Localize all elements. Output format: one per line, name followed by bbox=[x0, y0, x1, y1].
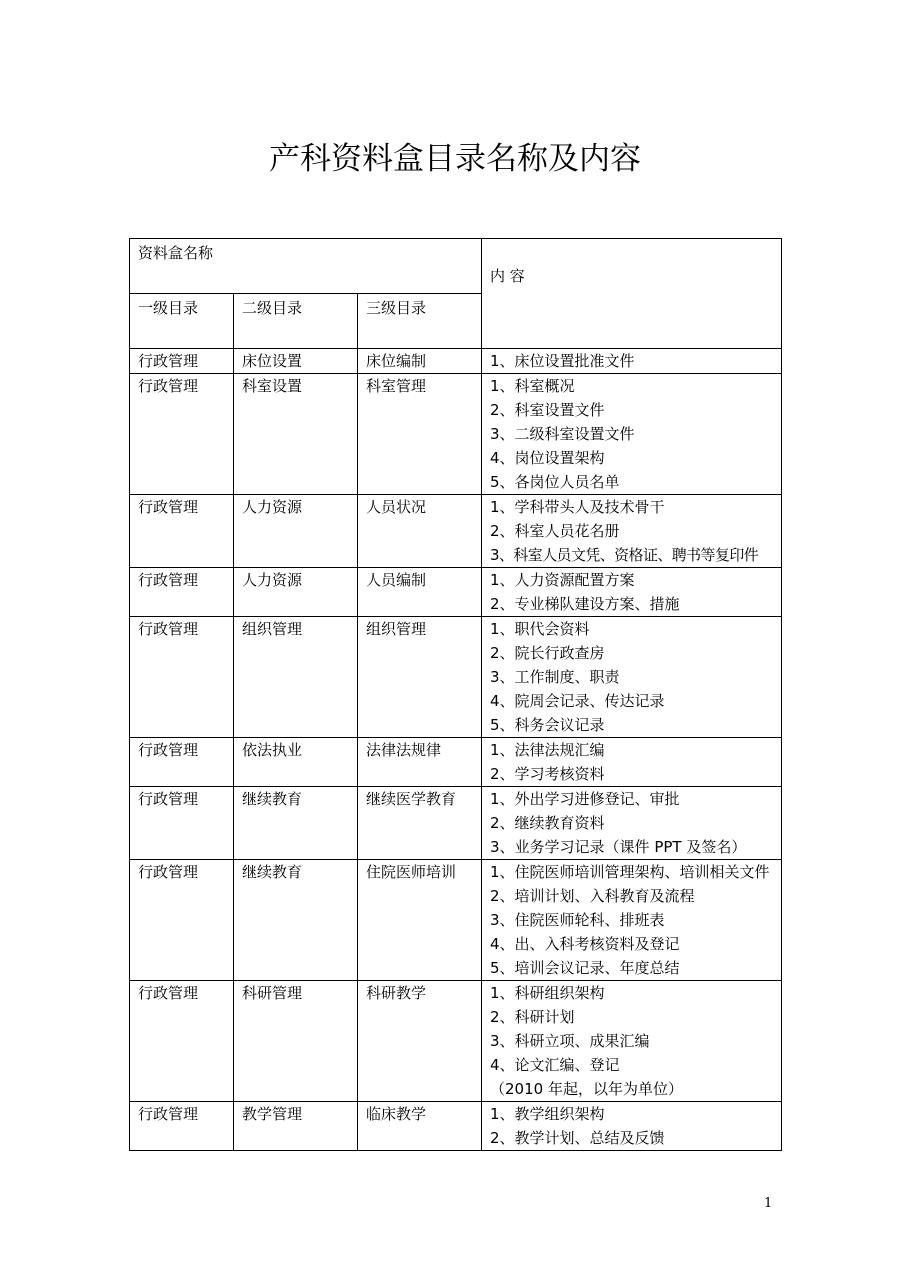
level3-cell: 床位编制 bbox=[358, 349, 482, 374]
content-cell bbox=[482, 860, 782, 981]
content-item: 5、科务会议记录 bbox=[490, 716, 605, 734]
content-item: 1、人力资源配置方案 bbox=[490, 571, 635, 589]
level1-cell: 行政管理 bbox=[130, 349, 234, 374]
content-item: 1、教学组织架构 bbox=[490, 1105, 605, 1123]
document-title: 产科资料盒目录名称及内容 bbox=[269, 141, 641, 177]
level1-cell: 行政管理 bbox=[130, 568, 234, 617]
content-item: 4、院周会记录、传达记录 bbox=[490, 692, 665, 710]
level3-cell: 人员编制 bbox=[358, 568, 482, 617]
header-row-1 bbox=[130, 239, 782, 294]
level1-cell: 行政管理 bbox=[130, 617, 234, 738]
content-header: 内 容 bbox=[482, 239, 782, 349]
content-cell bbox=[482, 787, 782, 860]
table-row bbox=[130, 617, 782, 738]
page-number: 1 bbox=[764, 1196, 773, 1211]
content-item: 2、继续教育资料 bbox=[490, 814, 605, 832]
content-item: 2、科研计划 bbox=[490, 1008, 575, 1026]
content-item: 2、科室人员花名册 bbox=[490, 522, 620, 540]
level2-cell: 组织管理 bbox=[234, 617, 358, 738]
content-item: 4、岗位设置架构 bbox=[490, 449, 605, 467]
content-item: 3、科研立项、成果汇编 bbox=[490, 1032, 650, 1050]
level3-cell: 科研教学 bbox=[358, 981, 482, 1102]
box-name-header: 资料盒名称 bbox=[130, 239, 482, 294]
content-cell bbox=[482, 374, 782, 495]
table-row bbox=[130, 1102, 782, 1151]
content-item: 5、各岗位人员名单 bbox=[490, 473, 620, 491]
level3-cell: 法律法规律 bbox=[358, 738, 482, 787]
content-item: 3、业务学习记录（课件 PPT 及签名） bbox=[490, 838, 747, 856]
content-item: 1、科研组织架构 bbox=[490, 984, 605, 1002]
content-item: 2、科室设置文件 bbox=[490, 401, 605, 419]
level3-cell: 继续医学教育 bbox=[358, 787, 482, 860]
content-item: （2010 年起，以年为单位） bbox=[490, 1080, 683, 1098]
level2-header: 二级目录 bbox=[234, 294, 358, 349]
content-item: 2、学习考核资料 bbox=[490, 765, 605, 783]
table-row bbox=[130, 738, 782, 787]
content-item: 1、法律法规汇编 bbox=[490, 741, 605, 759]
level1-cell: 行政管理 bbox=[130, 495, 234, 568]
table-row bbox=[130, 568, 782, 617]
level3-cell: 人员状况 bbox=[358, 495, 482, 568]
level1-header: 一级目录 bbox=[130, 294, 234, 349]
content-cell bbox=[482, 495, 782, 568]
content-item: 1、学科带头人及技术骨干 bbox=[490, 498, 665, 516]
content-item: 1、住院医师培训管理架构、培训相关文件 bbox=[490, 863, 770, 881]
content-item: 5、培训会议记录、年度总结 bbox=[490, 959, 680, 977]
level3-cell: 住院医师培训 bbox=[358, 860, 482, 981]
level2-cell: 依法执业 bbox=[234, 738, 358, 787]
level1-cell: 行政管理 bbox=[130, 787, 234, 860]
table-row bbox=[130, 860, 782, 981]
content-item: 4、论文汇编、登记 bbox=[490, 1056, 620, 1074]
content-item: 3、住院医师轮科、排班表 bbox=[490, 911, 665, 929]
content-item: 2、院长行政查房 bbox=[490, 644, 605, 662]
level1-cell: 行政管理 bbox=[130, 860, 234, 981]
content-item: 3、工作制度、职责 bbox=[490, 668, 620, 686]
content-cell bbox=[482, 738, 782, 787]
table-row bbox=[130, 981, 782, 1102]
level1-cell: 行政管理 bbox=[130, 981, 234, 1102]
content-item: 1、职代会资料 bbox=[490, 620, 590, 638]
level2-cell: 继续教育 bbox=[234, 860, 358, 981]
level2-cell: 人力资源 bbox=[234, 568, 358, 617]
level3-cell: 科室管理 bbox=[358, 374, 482, 495]
content-item: 1、外出学习进修登记、审批 bbox=[490, 790, 680, 808]
content-item: 3、科室人员文凭、资格证、聘书等复印件 bbox=[490, 546, 759, 564]
level3-cell: 临床教学 bbox=[358, 1102, 482, 1151]
content-item: 2、专业梯队建设方案、措施 bbox=[490, 595, 680, 613]
level3-header: 三级目录 bbox=[358, 294, 482, 349]
content-cell bbox=[482, 349, 782, 374]
content-item: 1、科室概况 bbox=[490, 377, 575, 395]
level2-cell: 科室设置 bbox=[234, 374, 358, 495]
level2-cell: 床位设置 bbox=[234, 349, 358, 374]
content-item: 2、培训计划、入科教育及流程 bbox=[490, 887, 695, 905]
level2-cell: 继续教育 bbox=[234, 787, 358, 860]
content-item: 1、床位设置批准文件 bbox=[490, 352, 635, 370]
content-cell bbox=[482, 1102, 782, 1151]
level2-cell: 人力资源 bbox=[234, 495, 358, 568]
content-item: 4、出、入科考核资料及登记 bbox=[490, 935, 680, 953]
level2-cell: 教学管理 bbox=[234, 1102, 358, 1151]
catalog-table bbox=[129, 238, 782, 1151]
table-row bbox=[130, 495, 782, 568]
level1-cell: 行政管理 bbox=[130, 374, 234, 495]
content-cell bbox=[482, 617, 782, 738]
level2-cell: 科研管理 bbox=[234, 981, 358, 1102]
content-cell bbox=[482, 568, 782, 617]
content-item: 3、二级科室设置文件 bbox=[490, 425, 635, 443]
table-row bbox=[130, 374, 782, 495]
level3-cell: 组织管理 bbox=[358, 617, 482, 738]
table-row bbox=[130, 787, 782, 860]
level1-cell: 行政管理 bbox=[130, 1102, 234, 1151]
level1-cell: 行政管理 bbox=[130, 738, 234, 787]
table-row bbox=[130, 349, 782, 374]
content-cell bbox=[482, 981, 782, 1102]
content-item: 2、教学计划、总结及反馈 bbox=[490, 1129, 665, 1147]
